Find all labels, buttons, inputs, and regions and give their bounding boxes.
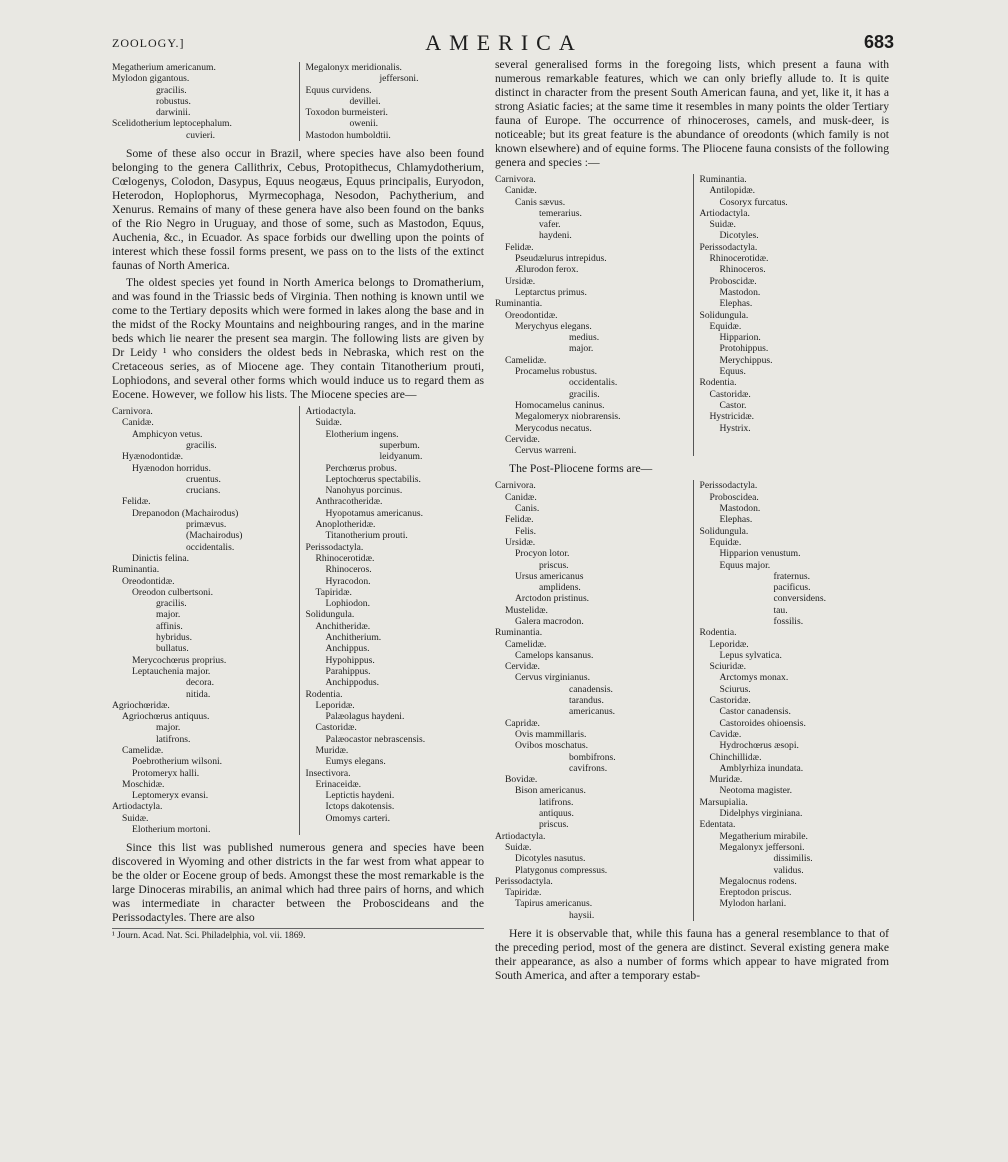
taxon-entry: Rhinoceros. (325, 564, 372, 576)
taxon-entry: Megalonyx jeffersoni. (719, 841, 805, 853)
taxon-entry: Galera macrodon. (515, 615, 584, 627)
taxon-entry: Chinchillidæ. (709, 751, 762, 763)
species-list-column (495, 480, 685, 921)
species-list-column (112, 406, 291, 835)
taxon-entry: Equidæ. (709, 536, 742, 548)
taxon-entry: superbum. (379, 439, 420, 451)
taxon-entry: leidyanum. (379, 451, 423, 463)
paragraph: Here it is observable that, while this fauna has a general resemblance to that of the preceding period, most of the genera are distinct. Several existing genera make their appearance, as also a number of forms which appear to have migrated from South America, and after a temporary estab- (495, 927, 889, 982)
taxon-entry: Hipparion. (719, 332, 761, 344)
taxon-entry: Ruminantia. (112, 564, 160, 576)
taxon-entry: Mastodon. (719, 503, 761, 515)
taxon-entry: Canidæ. (122, 417, 154, 429)
species-list-column (112, 62, 291, 141)
page-title: AMERICA (425, 30, 583, 55)
taxon-entry: Canis sævus. (515, 196, 566, 208)
taxon-entry: Castoridæ. (709, 388, 751, 400)
taxon-entry: Leptarctus primus. (515, 286, 587, 298)
taxon-entry: Castoridæ. (709, 695, 751, 707)
taxon-entry: Elephas. (719, 514, 753, 526)
taxon-entry: Ursidæ. (505, 536, 536, 548)
taxon-entry: (Machairodus) (186, 530, 243, 542)
taxon-entry: Eumys elegans. (325, 756, 386, 768)
taxon-entry: Sciuridæ. (709, 661, 747, 673)
taxon-entry: medius. (569, 332, 600, 344)
taxon-entry: Proboscidæ. (709, 275, 757, 287)
taxon-entry: haydeni. (539, 230, 572, 242)
page-number: 683 (863, 32, 894, 52)
taxon-entry: Equidæ. (709, 320, 742, 332)
taxon-entry: Merycochœrus proprius. (132, 654, 227, 666)
taxon-entry: Anchippodus. (325, 677, 380, 689)
taxon-entry: Muridæ. (709, 774, 743, 786)
taxon-entry: Castoroides ohioensis. (719, 717, 806, 729)
taxon-entry: major. (569, 343, 594, 355)
footnote: ¹ Journ. Acad. Nat. Sci. Philadelphia, vol. vii. 1869. (112, 928, 484, 942)
taxon-entry: Proboscidea. (709, 491, 759, 503)
taxon-entry: Mylodon gigantous. (112, 73, 190, 85)
taxon-entry: darwinii. (156, 107, 191, 119)
taxon-entry: Edentata. (699, 819, 736, 831)
taxon-entry: Toxodon burmeisteri. (305, 107, 388, 119)
taxon-entry: Cervus warreni. (515, 445, 577, 457)
taxon-entry: priscus. (539, 819, 569, 831)
taxon-entry: Ruminantia. (495, 627, 543, 639)
species-list-column (299, 62, 485, 141)
taxon-entry: devillei. (349, 95, 381, 107)
taxon-entry: decora. (186, 677, 214, 689)
taxon-entry: amplidens. (539, 582, 581, 594)
taxon-entry: Cavidæ. (709, 728, 742, 740)
taxon-entry: Ursus americanus (515, 570, 584, 582)
taxon-entry: Felidæ. (505, 514, 534, 526)
taxon-entry: Drepanodon (Machairodus) (132, 507, 239, 519)
taxon-entry: Hyænodontidæ. (122, 451, 184, 463)
taxon-entry: Procamelus robustus. (515, 366, 598, 378)
taxon-entry: haysii. (569, 909, 595, 921)
taxon-entry: Homocamelus caninus. (515, 399, 605, 411)
taxon-entry: Neotoma magister. (719, 785, 792, 797)
taxon-entry: major. (156, 609, 181, 621)
taxon-entry: Hyænodon horridus. (132, 462, 211, 474)
species-list-pliocene (495, 174, 889, 456)
taxon-entry: latifrons. (156, 733, 191, 745)
taxon-entry: americanus. (569, 706, 616, 718)
section-label: ZOOLOGY.] (112, 36, 185, 50)
taxon-entry: Cervidæ. (505, 661, 540, 673)
taxon-entry: Merycodus necatus. (515, 422, 592, 434)
taxon-entry: tarandus. (569, 695, 604, 707)
taxon-entry: Merychippus. (719, 354, 773, 366)
taxon-entry: Canis. (515, 503, 540, 515)
taxon-entry: Rodentia. (305, 688, 343, 700)
taxon-entry: dissimilis. (773, 853, 813, 865)
taxon-entry: Ereptodon priscus. (719, 887, 792, 899)
taxon-entry: gracilis. (156, 598, 187, 610)
taxon-entry: Agriochœrus antiquus. (122, 711, 210, 723)
taxon-entry: occidentalis. (569, 377, 618, 389)
taxon-entry: Palæolagus haydeni. (325, 711, 405, 723)
taxon-entry: Leptictis haydeni. (325, 790, 395, 802)
taxon-entry: Camelidæ. (505, 638, 547, 650)
taxon-entry: antiquus. (539, 808, 574, 820)
taxon-entry: Anchitherium. (325, 632, 382, 644)
taxon-entry: Protohippus. (719, 343, 769, 355)
paragraph: The oldest species yet found in North America belongs to Dromatherium, and was found in the Triassic beds of Virginia. Then nothing is known until we come to the Tertiary deposits which were formed in lakes along the base and in the midst of the Rocky Mountains and neighbouring ranges, and in the marine beds which lie nearer the present sea margin. The following lists are given by Dr Leidy ¹ who considers the oldest beds in Nebraska, which rest on the Cretaceous series, as of Miocene age. They contain Titanotherium prouti, Lophiodons, and several other forms which would induce us to regard them as Eocene. However, we follow his lists. The Miocene species are— (112, 276, 484, 402)
taxon-entry: Castoridæ. (315, 722, 357, 734)
taxon-entry: Dicotyles. (719, 230, 759, 242)
taxon-entry: Ruminantia. (699, 174, 747, 185)
taxon-entry: Megatherium americanum. (112, 62, 216, 73)
section-intro: The Post-Pliocene forms are— (509, 462, 653, 476)
taxon-entry: Tapiridæ. (505, 887, 542, 899)
taxon-entry: Rhinocerotidæ. (709, 253, 769, 265)
taxon-entry: Castor. (719, 399, 747, 411)
taxon-entry: Cervidæ. (505, 433, 540, 445)
species-list-column (693, 480, 890, 921)
taxon-entry: owenii. (349, 118, 379, 130)
taxon-entry: pacificus. (773, 582, 811, 594)
taxon-entry: Leporidæ. (709, 638, 749, 650)
taxon-entry: Hystricidæ. (709, 411, 755, 423)
taxon-entry: Artiodactyla. (495, 830, 546, 842)
taxon-entry: Castor canadensis. (719, 706, 791, 718)
species-list-column (299, 406, 485, 835)
taxon-entry: Scelidotherium leptocephalum. (112, 118, 232, 130)
taxon-entry: Moschidæ. (122, 778, 165, 790)
taxon-entry: Felidæ. (122, 496, 151, 508)
taxon-entry: Ovis mammillaris. (515, 728, 587, 740)
taxon-entry: priscus. (539, 559, 569, 571)
taxon-entry: Anchitheridæ. (315, 620, 371, 632)
taxon-entry: Canidæ. (505, 185, 537, 197)
taxon-entry: Carnivora. (495, 174, 536, 185)
taxon-entry: robustus. (156, 95, 191, 107)
taxon-entry: Hystrix. (719, 422, 751, 434)
taxon-entry: Camelops kansanus. (515, 649, 594, 661)
taxon-entry: Megalocnus rodens. (719, 875, 797, 887)
taxon-entry: Procyon lotor. (515, 548, 570, 560)
taxon-entry: Ictops dakotensis. (325, 801, 395, 813)
taxon-entry: Amphicyon vetus. (132, 428, 203, 440)
taxon-entry: Parahippus. (325, 665, 371, 677)
taxon-entry: Palæocastor nebrascensis. (325, 733, 426, 745)
taxon-entry: Megalonyx meridionalis. (305, 62, 402, 73)
taxon-entry: Hypohippus. (325, 654, 375, 666)
taxon-entry: Insectivora. (305, 767, 351, 779)
taxon-entry: canadensis. (569, 683, 613, 695)
taxon-entry: Muridæ. (315, 744, 349, 756)
taxon-entry: Cervus virginianus. (515, 672, 590, 684)
taxon-entry: Ruminantia. (495, 298, 543, 310)
taxon-entry: fossilis. (773, 615, 804, 627)
taxon-entry: Titanotherium prouti. (325, 530, 408, 542)
taxon-entry: conversidens. (773, 593, 826, 605)
taxon-entry: Canidæ. (505, 491, 537, 503)
taxon-entry: Platygonus compressus. (515, 864, 608, 876)
taxon-entry: Leptauchenia major. (132, 665, 211, 677)
taxon-entry: Mastodon. (719, 286, 761, 298)
taxon-entry: Camelidæ. (505, 354, 547, 366)
taxon-entry: temerarius. (539, 207, 582, 219)
taxon-entry: Felis. (515, 525, 537, 537)
taxon-entry: Perchœrus probus. (325, 462, 397, 474)
taxon-entry: jeffersoni. (379, 73, 419, 85)
taxon-entry: vafer. (539, 219, 561, 231)
taxon-entry: Artiodactyla. (699, 207, 750, 219)
taxon-entry: Elotherium ingens. (325, 428, 399, 440)
taxon-entry: Amblyrhiza inundata. (719, 762, 804, 774)
taxon-entry: cruentus. (186, 473, 221, 485)
paragraph: Since this list was published numerous genera and species have been discovered in Wyoming and other districts in the far west from what appear to be the older or Eocene group of beds. Amongst these the most remarkable is the large Dinoceras mirabilis, an animal which had three pairs of horns, and which was intermediate in character between the Proboscideans and the Perissodactyles. There are also (112, 841, 484, 925)
taxon-entry: hybridus. (156, 632, 192, 644)
left-column (112, 58, 484, 942)
taxon-entry: Suidæ. (122, 812, 149, 824)
taxon-entry: Elotherium mortoni. (132, 824, 211, 836)
taxon-entry: Anoplotheridæ. (315, 519, 376, 531)
taxon-entry: Rodentia. (699, 627, 737, 639)
species-list-south-america (112, 62, 484, 141)
taxon-entry: Merychyus elegans. (515, 320, 592, 332)
taxon-entry: Omomys carteri. (325, 812, 390, 824)
taxon-entry: Ælurodon ferox. (515, 264, 579, 276)
taxon-entry: Bison americanus. (515, 785, 586, 797)
taxon-entry: gracilis. (186, 439, 217, 451)
taxon-entry: Camelidæ. (122, 744, 164, 756)
taxon-entry: Lepus sylvatica. (719, 649, 782, 661)
taxon-entry: bullatus. (156, 643, 189, 655)
taxon-entry: Suidæ. (709, 219, 736, 231)
species-list-miocene (112, 406, 484, 835)
taxon-entry: cavifrons. (569, 762, 608, 774)
taxon-entry: occidentalis. (186, 541, 235, 553)
taxon-entry: Leptochœrus spectabilis. (325, 473, 421, 485)
taxon-entry: Didelphys virginiana. (719, 808, 803, 820)
taxon-entry: Leporidæ. (315, 699, 355, 711)
taxon-entry: Perissodactyla. (699, 480, 758, 492)
taxon-entry: nitida. (186, 688, 211, 700)
taxon-entry: Suidæ. (315, 417, 342, 429)
taxon-entry: Rhinocerotidæ. (315, 552, 375, 564)
taxon-entry: Mustelidæ. (505, 604, 548, 616)
taxon-entry: latifrons. (539, 796, 574, 808)
taxon-entry: Mastodon humboldtii. (305, 129, 391, 141)
taxon-entry: Rodentia. (699, 377, 737, 389)
taxon-entry: Erinaceidæ. (315, 778, 362, 790)
taxon-entry: affinis. (156, 620, 183, 632)
taxon-entry: Elephas. (719, 298, 753, 310)
taxon-entry: Agriochœridæ. (112, 699, 170, 711)
taxon-entry: Nanohyus porcinus. (325, 485, 403, 497)
taxon-entry: Mylodon harlani. (719, 898, 787, 910)
taxon-entry: Anchippus. (325, 643, 370, 655)
taxon-entry: Carnivora. (112, 406, 153, 418)
taxon-entry: Cosoryx furcatus. (719, 196, 788, 208)
taxon-entry: Solidungula. (305, 609, 355, 621)
taxon-entry: Oreodontidæ. (122, 575, 175, 587)
taxon-entry: Suidæ. (505, 841, 532, 853)
taxon-entry: Solidungula. (699, 309, 749, 321)
taxon-entry: gracilis. (156, 84, 187, 96)
taxon-entry: Artiodactyla. (305, 406, 356, 418)
taxon-entry: validus. (773, 864, 804, 876)
taxon-entry: Tapiridæ. (315, 586, 352, 598)
taxon-entry: Capridæ. (505, 717, 540, 729)
taxon-entry: Anthracotheridæ. (315, 496, 383, 508)
taxon-entry: Artiodactyla. (112, 801, 163, 813)
species-list-column (495, 174, 685, 456)
taxon-entry: Protomeryx halli. (132, 767, 200, 779)
taxon-entry: primævus. (186, 519, 227, 531)
taxon-entry: Megalomeryx niobrarensis. (515, 411, 621, 423)
paragraph: several generalised forms in the foregoing lists, which present a fauna with numerous remarkable features, which we can only briefly allude to. It is quite distinct in character from the present South American fauna, and yet, like it, it has a strong Asiatic facies; at the same time it resembles in many points the older Tertiary fauna of Europe. The occurrence of rhinoceroses, camels, and musk-deer, is noticeable; but its great feature is the abundance of oreodonts (which family is not known elsewhere) and of equine forms. The Pliocene fauna consists of the following genera and species :— (495, 58, 889, 169)
taxon-entry: Equus major. (719, 559, 771, 571)
taxon-entry: Equus curvidens. (305, 84, 372, 96)
taxon-entry: Leptomeryx evansi. (132, 790, 209, 802)
taxon-entry: Hyopotamus americanus. (325, 507, 424, 519)
taxon-entry: Bovidæ. (505, 774, 538, 786)
taxon-entry: Equus. (719, 366, 746, 378)
taxon-entry: major. (156, 722, 181, 734)
taxon-entry: Perissodactyla. (495, 875, 553, 887)
taxon-entry: gracilis. (569, 388, 600, 400)
taxon-entry: Megatherium mirabile. (719, 830, 808, 842)
taxon-entry: Poebrotherium wilsoni. (132, 756, 223, 768)
taxon-entry: Felidæ. (505, 241, 534, 253)
taxon-entry: Hyracodon. (325, 575, 371, 587)
taxon-entry: Perissodactyla. (699, 241, 758, 253)
page-header (0, 30, 1008, 60)
right-column (495, 58, 889, 986)
taxon-entry: fraternus. (773, 570, 810, 582)
paragraph: Some of these also occur in Brazil, where species have also been found belonging to the genera Callithrix, Cebus, Protopithecus, Chlamydotherium, Cœlogenys, Colodon, Dasypus, Equus neogæus, Equus principalis, Euryodon, Heterodon, Hoplophorus, Myrmecophaga, Nesodon, Pachytherium, and Xenurus. Remains of many of these genera have also been found on the banks of the Rio Negro in Uruguay, and those of some, such as Mastodon, Equus, Auchenia, &c., in Ecuador. As space forbids our dwelling upon the points of interest which these fossil forms present, we pass on to the lists of the extinct faunas of North America. (112, 147, 484, 273)
taxon-entry: Tapirus americanus. (515, 898, 593, 910)
taxon-entry: Arctodon pristinus. (515, 593, 590, 605)
species-list-column (693, 174, 890, 456)
taxon-entry: Dicotyles nasutus. (515, 853, 586, 865)
taxon-entry: Oreodon culbertsoni. (132, 586, 213, 598)
taxon-entry: Lophiodon. (325, 598, 371, 610)
taxon-entry: Solidungula. (699, 525, 749, 537)
species-list-post-pliocene (495, 480, 889, 921)
taxon-entry: Antilopidæ. (709, 185, 756, 197)
taxon-entry: Perissodactyla. (305, 541, 364, 553)
taxon-entry: Pseudælurus intrepidus. (515, 253, 607, 265)
taxon-entry: cuvieri. (186, 129, 216, 141)
taxon-entry: Hydrochœrus æsopi. (719, 740, 799, 752)
taxon-entry: Carnivora. (495, 480, 536, 492)
taxon-entry: bombifrons. (569, 751, 616, 763)
taxon-entry: crucians. (186, 485, 221, 497)
taxon-entry: Ovibos moschatus. (515, 740, 589, 752)
taxon-entry: Dinictis felina. (132, 552, 190, 564)
taxon-entry: Arctomys monax. (719, 672, 789, 684)
taxon-entry: Hipparion venustum. (719, 548, 801, 560)
taxon-entry: Oreodontidæ. (505, 309, 558, 321)
taxon-entry: Marsupialia. (699, 796, 748, 808)
taxon-entry: Rhinoceros. (719, 264, 766, 276)
taxon-entry: tau. (773, 604, 788, 616)
taxon-entry: Sciurus. (719, 683, 751, 695)
taxon-entry: Ursidæ. (505, 275, 536, 287)
